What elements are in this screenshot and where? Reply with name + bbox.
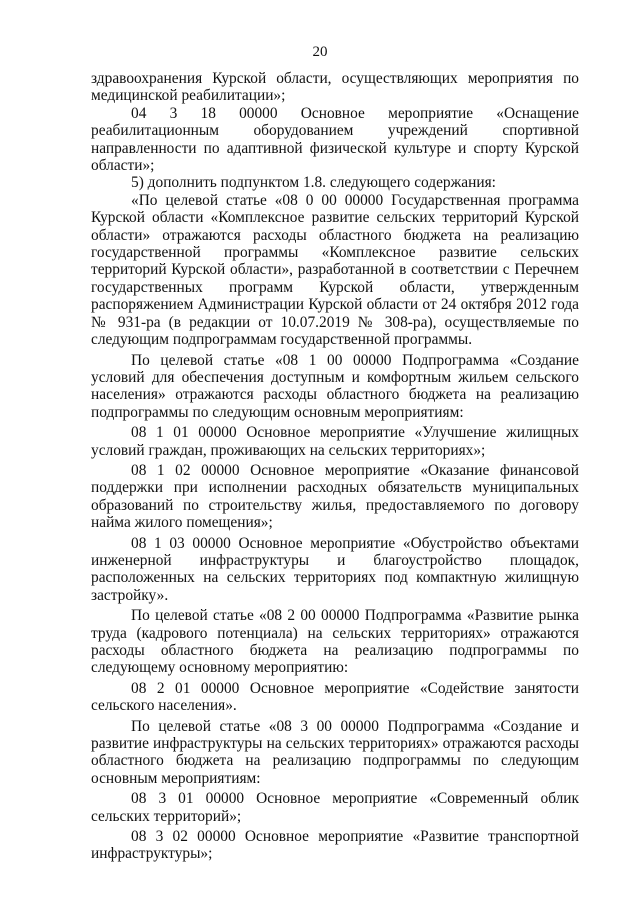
paragraph: 08 2 01 00000 Основное мероприятие «Содействие занятости сельского населения». xyxy=(91,679,579,715)
paragraph: По целевой статье «08 3 00 00000 Подпрограмма «Создание и развитие инфраструктуры на сельских территориях» отражаются расходы областного бюджета на реализацию подпрограммы по следующим основным мероприятиям: xyxy=(91,717,579,787)
paragraph: 08 1 02 00000 Основное мероприятие «Оказание финансовой поддержки при исполнении расходных обязательств муниципальных образований по строительству жилья, предоставляемого по договору найма жилого помещения»; xyxy=(91,461,579,532)
paragraph: 08 1 01 00000 Основное мероприятие «Улучшение жилищных условий граждан, проживающих на сельских территориях»; xyxy=(91,424,579,459)
paragraph: 5) дополнить подпунктом 1.8. следующего содержания: xyxy=(131,174,496,192)
page-number: 20 xyxy=(312,44,328,60)
paragraph: 08 1 03 00000 Основное мероприятие «Обустройство объектами инженерной инфраструктуры и благоустройство площадок, расположенных на сельских территориях под компактную жилищную застройку». xyxy=(91,534,579,604)
paragraph: 08 3 01 00000 Основное мероприятие «Современный облик сельских территорий»; xyxy=(91,790,579,825)
paragraph: По целевой статье «08 1 00 00000 Подпрограмма «Создание условий для обеспечения доступным и комфортным жильем сельского населения» отражаются расходы областного бюджета на реализацию подпрограммы по следующим основным мероприятиям: xyxy=(91,351,579,421)
document-body xyxy=(91,70,579,863)
paragraph: 04 3 18 00000 Основное мероприятие «Оснащение реабилитационным оборудованием учреждений спортивной направленности по адаптивной физической культуре и спорту Курской области»; xyxy=(91,104,579,175)
paragraph: По целевой статье «08 2 00 00000 Подпрограмма «Развитие рынка труда (кадрового потенциала) на сельских территориях» отражаются расходы областного бюджета на реализацию подпрограммы по следующему основному мероприятию: xyxy=(91,607,579,677)
paragraph: 08 3 02 00000 Основное мероприятие «Развитие транспортной инфраструктуры»; xyxy=(91,828,579,863)
paragraph: здравоохранения Курской области, осуществляющих мероприятия по медицинской реабилитации»; xyxy=(91,70,579,105)
paragraph: «По целевой статье «08 0 00 00000 Государственная программа Курской области «Комплексное развитие сельских территорий Курской области» отражаются расходы областного бюджета на реализацию государственной программы «Комплексное развитие сельских территорий Курской области», разработанной в соответствии с Перечнем государственных программ Курской области, утвержденным распоряжением Администрации Курской области от 24 октября 2012 года № 931-ра (в редакции от 10.07.2019 № 308-ра), осуществляемые по следующим подпрограммам государственной программы. xyxy=(91,191,579,349)
